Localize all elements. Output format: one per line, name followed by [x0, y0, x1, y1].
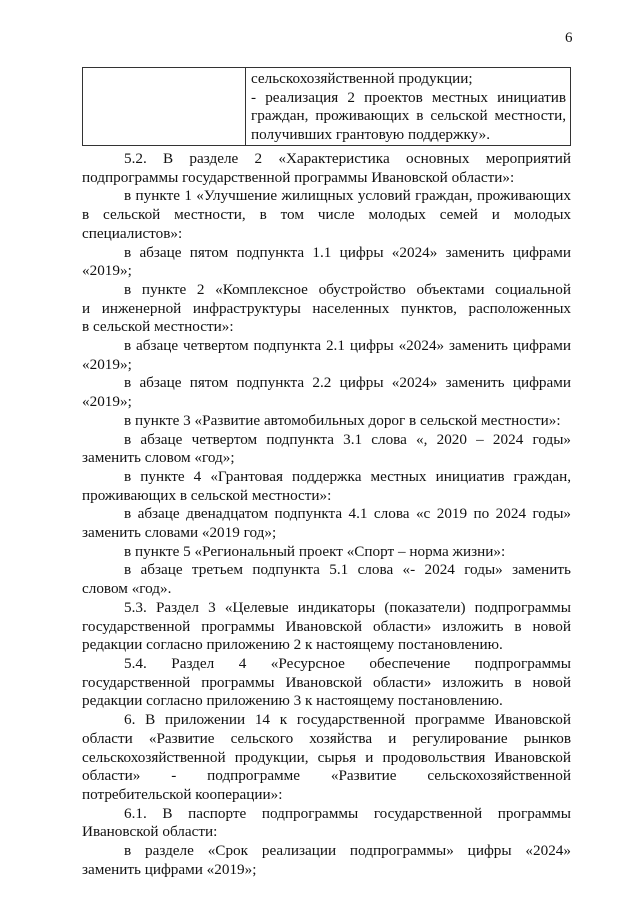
paragraph-line: «2019»; — [82, 393, 132, 411]
paragraph-line: в абзаце третьем подпункта 5.1 слова «- 2024 годы» заменить — [124, 561, 571, 579]
table-line: граждан, проживающих в сельской местности, — [251, 107, 566, 125]
paragraph-line: 6. В приложении 14 к государственной программе Ивановской — [124, 711, 571, 729]
paragraph-line: в абзаце четвертом подпункта 2.1 цифры «2024» заменить цифрами — [124, 337, 571, 355]
paragraph-line: в сельской местности»: — [82, 318, 234, 336]
table-cell-left — [83, 68, 246, 146]
paragraph-line: 5.2. В разделе 2 «Характеристика основных мероприятий — [124, 150, 571, 167]
paragraph-line: в абзаце пятом подпункта 2.2 цифры «2024» заменить цифрами — [124, 374, 571, 392]
paragraph-line: и инженерной инфраструктуры населенных пунктов, расположенных — [82, 299, 571, 317]
table-line: сельскохозяйственной продукции; — [251, 70, 473, 87]
table-row — [83, 68, 571, 146]
paragraph-line: в сельской местности, в том числе молодых семей и молодых — [82, 206, 571, 224]
paragraph-line: в абзаце двенадцатом подпункта 4.1 слова «с 2019 по 2024 годы» — [124, 505, 571, 523]
paragraph-line: Ивановской области: — [82, 823, 218, 841]
paragraph-line: заменить словами «2019 год»; — [82, 524, 277, 542]
paragraph-line: области «Развитие сельского хозяйства и регулирование рынков — [82, 729, 571, 747]
table-line: получивших грантовую поддержку». — [251, 125, 491, 143]
paragraph-line: проживающих в сельской местности»: — [82, 486, 332, 504]
table-line: - реализация 2 проектов местных инициатив — [251, 88, 566, 106]
paragraph-line: редакции согласно приложению 2 к настоящему постановлению. — [82, 636, 503, 654]
paragraph-line: в абзаце четвертом подпункта 3.1 слова «, 2020 – 2024 годы» — [124, 430, 571, 448]
table-cell-right — [246, 68, 571, 146]
paragraph-line: в пункте 1 «Улучшение жилищных условий граждан, проживающих — [124, 187, 571, 205]
paragraph-line: в пункте 3 «Развитие автомобильных дорог в сельской местности»: — [124, 411, 561, 429]
paragraph-line: 5.3. Раздел 3 «Целевые индикаторы (показатели) подпрограммы — [124, 598, 571, 616]
paragraph-line: «2019»; — [82, 262, 132, 280]
paragraph-line: словом «год». — [82, 580, 172, 598]
paragraph-line: подпрограммы государственной программы Ивановской области»: — [82, 168, 515, 186]
paragraph-line: заменить словом «год»; — [82, 449, 235, 467]
paragraph-line: редакции согласно приложению 3 к настоящему постановлению. — [82, 692, 503, 710]
paragraph-line: в пункте 5 «Региональный проект «Спорт – норма жизни»: — [124, 542, 506, 560]
amendment-table — [82, 67, 571, 146]
document-body — [82, 150, 571, 879]
paragraph-line: заменить цифрами «2019»; — [82, 860, 257, 878]
paragraph-line: 6.1. В паспорте подпрограммы государственной программы — [124, 804, 571, 822]
paragraph-line: в пункте 2 «Комплексное обустройство объектами социальной — [124, 280, 571, 298]
paragraph-line: 5.4. Раздел 4 «Ресурсное обеспечение подпрограммы — [124, 654, 571, 672]
paragraph-line: специалистов»: — [82, 224, 183, 242]
paragraph-line: «2019»; — [82, 355, 132, 373]
page-number: 6 — [565, 30, 573, 46]
paragraph-line: в пункте 4 «Грантовая поддержка местных инициатив граждан, — [124, 467, 571, 485]
paragraph-line: в абзаце пятом подпункта 1.1 цифры «2024» заменить цифрами — [124, 243, 571, 261]
paragraph-line: в разделе «Срок реализации подпрограммы» цифры «2024» — [124, 842, 571, 860]
paragraph-line: сельскохозяйственной продукции, сырья и продовольствия Ивановской — [82, 748, 571, 766]
paragraph-line: государственной программы Ивановской области» изложить в новой — [82, 617, 571, 635]
paragraph-line: государственной программы Ивановской области» изложить в новой — [82, 673, 571, 691]
paragraph-line: потребительской кооперации»: — [82, 785, 283, 803]
paragraph-line: области» - подпрограмме «Развитие сельскохозяйственной — [82, 767, 571, 785]
